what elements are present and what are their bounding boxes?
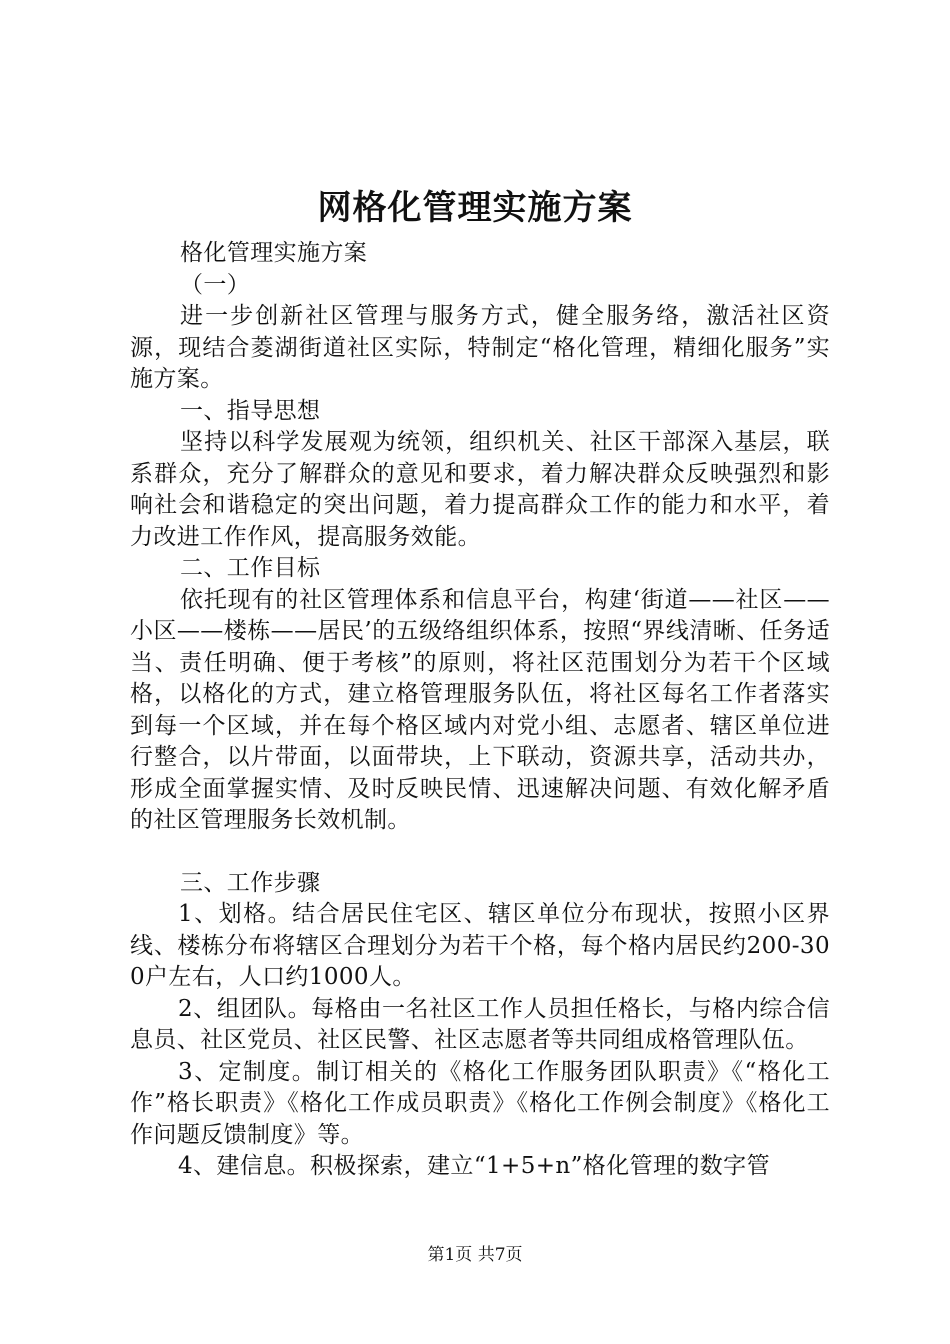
step-3-paragraph: 3、定制度。制订相关的《格化工作服务团队职责》《“格化工作”格长职责》《格化工作成员职责》《格化工作例会制度》《格化工作问题反馈制度》等。 xyxy=(130,1058,830,1148)
step-2-paragraph: 2、组团队。每格由一名社区工作人员担任格长，与格内综合信息员、社区党员、社区民警、社区志愿者等共同组成格管理队伍。 xyxy=(130,995,830,1053)
document-body xyxy=(130,238,830,1183)
heading-work-steps: 三、工作步骤 xyxy=(180,869,321,896)
step-1-paragraph: 1、划格。结合居民住宅区、辖区单位分布现状，按照小区界线、楼栋分布将辖区合理划分为若干个格，每个格内居民约200-300户左右，人口约1000人。 xyxy=(130,901,830,990)
heading-work-goals: 二、工作目标 xyxy=(180,555,321,581)
work-goals-paragraph: 依托现有的社区管理体系和信息平台，构建‘街道——社区——小区——楼栋——居民’的五级络组织体系，按照“界线清晰、任务适当、责任明确、便于考核”的原则，将社区范围划分为若干个区域格，以格化的方式，建立格管理服务队伍，将社区每名工作者落实到每一个区域，并在每个格区域内对党小组、志愿者、辖区单位进行整合，以片带面，以面带块，上下联动，资源共享，活动共办，形成全面掌握实情、及时反映民情、迅速解决问题、有效化解矛盾的社区管理服务长效机制。 xyxy=(130,586,830,833)
subtitle-line: 格化管理实施方案 xyxy=(180,240,368,266)
page-footer: 第1页 共7页 xyxy=(427,1245,523,1265)
paragraph-spacer xyxy=(130,837,830,868)
document-title: 网格化管理实施方案 xyxy=(317,188,633,228)
step-4-paragraph: 4、建信息。积极探索，建立“1+5+n”格化管理的数字管 xyxy=(178,1153,770,1179)
heading-guiding-thought: 一、指导思想 xyxy=(180,397,321,424)
guiding-thought-paragraph: 坚持以科学发展观为统领，组织机关、社区干部深入基层，联系群众，充分了解群众的意见和要求，着力解决群众反映强烈和影响社会和谐稳定的突出问题，着力提高群众工作的能力和水平，着力改进工作作风，提高服务效能。 xyxy=(130,429,830,550)
intro-paragraph: 进一步创新社区管理与服务方式，健全服务络，激活社区资源，现结合菱湖街道社区实际，特制定“格化管理，精细化服务”实施方案。 xyxy=(130,303,830,392)
section-number: （一） xyxy=(180,271,251,298)
